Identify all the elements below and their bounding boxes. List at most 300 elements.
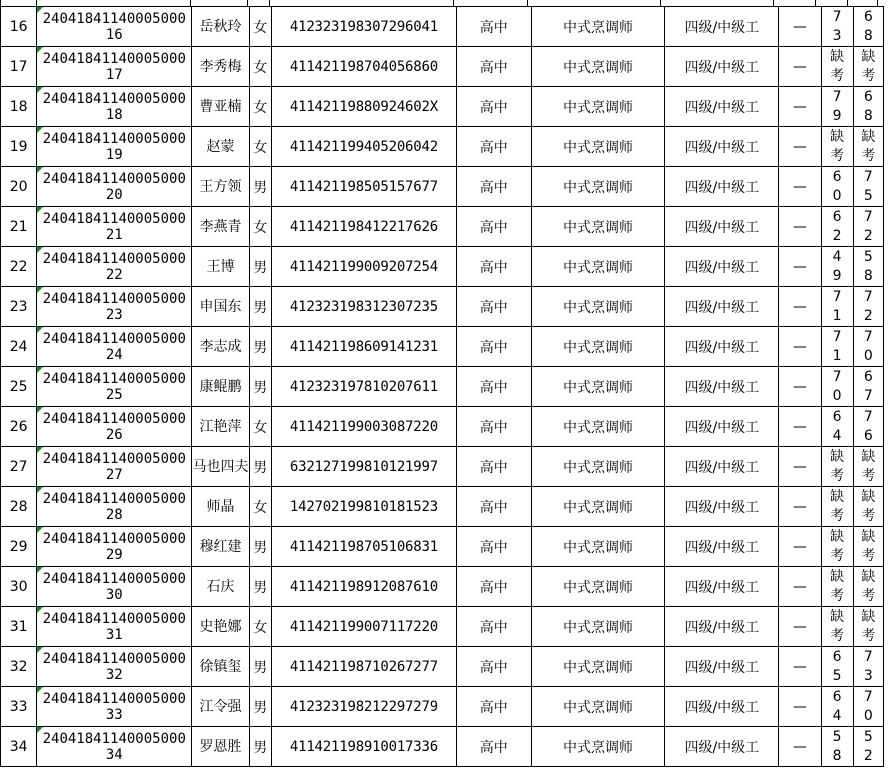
occupation-cell[interactable] [531, 207, 665, 247]
registration-number-cell[interactable] [37, 567, 192, 607]
theory-score-cell[interactable] [821, 607, 853, 647]
education-cell[interactable] [457, 487, 532, 527]
registration-number-cell[interactable] [37, 47, 192, 87]
theory-score-cell[interactable] [821, 327, 853, 367]
direction-cell[interactable] [779, 87, 821, 127]
candidate-name-cell[interactable] [192, 327, 249, 367]
theory-score-cell[interactable] [821, 727, 853, 767]
practical-score-text: 缺考 [861, 528, 876, 564]
registration-number-cell[interactable] [37, 647, 192, 687]
education-text: 高中 [479, 699, 508, 716]
education-cell[interactable] [457, 287, 532, 327]
skill-level-text: 四级/中级工 [684, 219, 760, 236]
candidate-name-text: 王博 [206, 258, 235, 275]
gender-cell[interactable] [249, 167, 271, 207]
registration-number-text: 2404184114000500030 [42, 570, 186, 603]
occupation-cell[interactable] [531, 607, 665, 647]
practical-score-text: 70 [863, 328, 873, 364]
candidate-name-cell[interactable] [192, 87, 249, 127]
occupation-text: 中式烹调师 [563, 339, 633, 356]
exam-results-table [0, 6, 884, 767]
theory-score-cell[interactable] [821, 527, 853, 567]
education-cell[interactable] [457, 47, 532, 87]
registration-number-cell[interactable] [37, 127, 192, 167]
education-cell[interactable] [457, 127, 532, 167]
skill-level-cell[interactable] [665, 167, 779, 207]
candidate-name-cell[interactable] [192, 127, 249, 167]
practical-score-text: 缺考 [861, 128, 876, 164]
occupation-cell[interactable] [531, 647, 665, 687]
occupation-text: 中式烹调师 [563, 699, 633, 716]
theory-score-cell[interactable] [821, 247, 853, 287]
row-number-cell[interactable] [1, 607, 37, 647]
skill-level-text: 四级/中级工 [684, 99, 760, 116]
occupation-cell[interactable] [531, 567, 665, 607]
gender-cell[interactable] [249, 407, 271, 447]
occupation-text: 中式烹调师 [563, 659, 633, 676]
gender-text: 男 [253, 579, 268, 596]
skill-level-cell[interactable] [665, 567, 779, 607]
education-cell[interactable] [457, 447, 532, 487]
practical-score-cell[interactable] [853, 647, 883, 687]
practical-score-cell[interactable] [853, 287, 883, 327]
table-row [1, 407, 884, 447]
registration-number-cell[interactable] [37, 527, 192, 567]
direction-cell[interactable] [779, 327, 821, 367]
id-number-cell[interactable] [271, 207, 456, 247]
direction-cell[interactable] [779, 567, 821, 607]
id-number-cell[interactable] [271, 167, 456, 207]
id-number-text: 411421199003087220 [289, 418, 438, 435]
candidate-name-cell[interactable] [192, 207, 249, 247]
gender-text: 女 [253, 219, 268, 236]
direction-cell[interactable] [779, 167, 821, 207]
gender-text: 女 [253, 19, 268, 36]
gender-cell[interactable] [249, 127, 271, 167]
education-cell[interactable] [457, 527, 532, 567]
direction-cell[interactable] [779, 247, 821, 287]
practical-score-cell[interactable] [853, 367, 883, 407]
direction-text: — [792, 258, 807, 275]
registration-number-cell[interactable] [37, 7, 192, 47]
row-number-cell[interactable] [1, 7, 37, 47]
gender-cell[interactable] [249, 7, 271, 47]
theory-score-cell[interactable] [821, 167, 853, 207]
education-cell[interactable] [457, 407, 532, 447]
skill-level-cell[interactable] [665, 207, 779, 247]
id-number-cell[interactable] [271, 647, 456, 687]
direction-cell[interactable] [779, 487, 821, 527]
id-number-cell[interactable] [271, 247, 456, 287]
education-cell[interactable] [457, 167, 532, 207]
row-number-cell[interactable] [1, 207, 37, 247]
row-number-cell[interactable] [1, 247, 37, 287]
registration-number-text: 2404184114000500026 [42, 410, 186, 443]
theory-score-text: 65 [832, 648, 842, 684]
skill-level-cell[interactable] [665, 527, 779, 567]
registration-number-text: 2404184114000500016 [42, 10, 186, 43]
row-number-cell[interactable] [1, 167, 37, 207]
occupation-cell[interactable] [531, 127, 665, 167]
skill-level-text: 四级/中级工 [684, 419, 760, 436]
id-number-cell[interactable] [271, 87, 456, 127]
occupation-text: 中式烹调师 [563, 59, 633, 76]
row-number-cell[interactable] [1, 447, 37, 487]
gender-cell[interactable] [249, 647, 271, 687]
occupation-cell[interactable] [531, 327, 665, 367]
registration-number-cell[interactable] [37, 607, 192, 647]
education-cell[interactable] [457, 207, 532, 247]
theory-score-cell[interactable] [821, 567, 853, 607]
candidate-name-cell[interactable] [192, 7, 249, 47]
registration-number-cell[interactable] [37, 287, 192, 327]
skill-level-cell[interactable] [665, 87, 779, 127]
practical-score-cell[interactable] [853, 7, 883, 47]
candidate-name-text: 岳秋玲 [199, 18, 242, 35]
candidate-name-cell[interactable] [192, 287, 249, 327]
gender-cell[interactable] [249, 207, 271, 247]
practical-score-cell[interactable] [853, 487, 883, 527]
education-text: 高中 [479, 339, 508, 356]
candidate-name-cell[interactable] [192, 727, 249, 767]
education-cell[interactable] [457, 687, 532, 727]
skill-level-cell[interactable] [665, 687, 779, 727]
education-text: 高中 [479, 379, 508, 396]
skill-level-cell[interactable] [665, 607, 779, 647]
row-number-text: 20 [9, 178, 28, 195]
occupation-cell[interactable] [531, 87, 665, 127]
direction-cell[interactable] [779, 127, 821, 167]
education-cell[interactable] [457, 87, 532, 127]
education-cell[interactable] [457, 607, 532, 647]
direction-cell[interactable] [779, 687, 821, 727]
row-number-text: 23 [9, 298, 28, 315]
registration-number-cell[interactable] [37, 727, 192, 767]
registration-number-cell[interactable] [37, 167, 192, 207]
theory-score-text: 缺考 [830, 568, 845, 604]
theory-score-cell[interactable] [821, 47, 853, 87]
table-row [1, 87, 884, 127]
gender-cell[interactable] [249, 487, 271, 527]
theory-score-cell[interactable] [821, 127, 853, 167]
education-cell[interactable] [457, 327, 532, 367]
theory-score-cell[interactable] [821, 447, 853, 487]
registration-number-cell[interactable] [37, 487, 192, 527]
registration-number-cell[interactable] [37, 687, 192, 727]
education-cell[interactable] [457, 567, 532, 607]
table-row [1, 127, 884, 167]
practical-score-text: 76 [863, 408, 873, 444]
occupation-text: 中式烹调师 [563, 99, 633, 116]
table-row [1, 447, 884, 487]
skill-level-text: 四级/中级工 [684, 259, 760, 276]
row-number-cell[interactable] [1, 127, 37, 167]
skill-level-cell[interactable] [665, 447, 779, 487]
gender-cell[interactable] [249, 527, 271, 567]
id-number-cell[interactable] [271, 127, 456, 167]
skill-level-text: 四级/中级工 [684, 299, 760, 316]
skill-level-text: 四级/中级工 [684, 579, 760, 596]
candidate-name-cell[interactable] [192, 487, 249, 527]
skill-level-cell[interactable] [665, 727, 779, 767]
candidate-name-text: 赵蒙 [206, 138, 235, 155]
id-number-cell[interactable] [271, 367, 456, 407]
table-body [1, 7, 884, 767]
occupation-text: 中式烹调师 [563, 459, 633, 476]
education-text: 高中 [479, 619, 508, 636]
candidate-name-cell[interactable] [192, 647, 249, 687]
registration-number-cell[interactable] [37, 87, 192, 127]
row-number-text: 25 [9, 378, 28, 395]
candidate-name-text: 徐镇玺 [199, 658, 242, 675]
candidate-name-cell[interactable] [192, 687, 249, 727]
id-number-text: 632127199810121997 [289, 458, 438, 475]
row-number-cell[interactable] [1, 727, 37, 767]
theory-score-cell[interactable] [821, 487, 853, 527]
registration-number-cell[interactable] [37, 207, 192, 247]
occupation-cell[interactable] [531, 407, 665, 447]
occupation-cell[interactable] [531, 287, 665, 327]
row-number-cell[interactable] [1, 87, 37, 127]
direction-cell[interactable] [779, 527, 821, 567]
gender-cell[interactable] [249, 567, 271, 607]
direction-text: — [792, 138, 807, 155]
row-number-cell[interactable] [1, 407, 37, 447]
skill-level-text: 四级/中级工 [684, 379, 760, 396]
id-number-cell[interactable] [271, 7, 456, 47]
skill-level-cell[interactable] [665, 487, 779, 527]
registration-number-text: 2404184114000500020 [42, 170, 186, 203]
gender-cell[interactable] [249, 287, 271, 327]
skill-level-cell[interactable] [665, 647, 779, 687]
gender-cell[interactable] [249, 87, 271, 127]
occupation-cell[interactable] [531, 47, 665, 87]
occupation-text: 中式烹调师 [563, 19, 633, 36]
id-number-text: 41142119880924602X [289, 98, 438, 115]
registration-number-text: 2404184114000500032 [42, 650, 186, 683]
id-number-cell[interactable] [271, 407, 456, 447]
practical-score-cell[interactable] [853, 567, 883, 607]
direction-text: — [792, 338, 807, 355]
row-number-cell[interactable] [1, 327, 37, 367]
gender-cell[interactable] [249, 47, 271, 87]
theory-score-text: 缺考 [830, 48, 845, 84]
id-number-cell[interactable] [271, 287, 456, 327]
registration-number-text: 2404184114000500023 [42, 290, 186, 323]
occupation-cell[interactable] [531, 727, 665, 767]
direction-cell[interactable] [779, 7, 821, 47]
registration-number-cell[interactable] [37, 327, 192, 367]
skill-level-cell[interactable] [665, 367, 779, 407]
row-number-cell[interactable] [1, 47, 37, 87]
row-number-cell[interactable] [1, 367, 37, 407]
candidate-name-text: 申国东 [199, 298, 242, 315]
practical-score-cell[interactable] [853, 687, 883, 727]
skill-level-cell[interactable] [665, 327, 779, 367]
candidate-name-text: 康鲲鹏 [199, 378, 242, 395]
id-number-cell[interactable] [271, 487, 456, 527]
id-number-cell[interactable] [271, 527, 456, 567]
practical-score-cell[interactable] [853, 87, 883, 127]
theory-score-cell[interactable] [821, 207, 853, 247]
theory-score-cell[interactable] [821, 367, 853, 407]
practical-score-cell[interactable] [853, 327, 883, 367]
skill-level-cell[interactable] [665, 407, 779, 447]
occupation-cell[interactable] [531, 527, 665, 567]
occupation-cell[interactable] [531, 7, 665, 47]
direction-text: — [792, 698, 807, 715]
education-cell[interactable] [457, 647, 532, 687]
gender-cell[interactable] [249, 247, 271, 287]
id-number-cell[interactable] [271, 47, 456, 87]
theory-score-text: 64 [832, 408, 842, 444]
direction-cell[interactable] [779, 207, 821, 247]
direction-cell[interactable] [779, 727, 821, 767]
row-number-cell[interactable] [1, 647, 37, 687]
registration-number-cell[interactable] [37, 407, 192, 447]
gender-cell[interactable] [249, 727, 271, 767]
education-text: 高中 [479, 539, 508, 556]
direction-text: — [792, 738, 807, 755]
theory-score-text: 62 [832, 208, 842, 244]
id-number-cell[interactable] [271, 567, 456, 607]
practical-score-cell[interactable] [853, 727, 883, 767]
candidate-name-cell[interactable] [192, 407, 249, 447]
direction-cell[interactable] [779, 287, 821, 327]
candidate-name-cell[interactable] [192, 167, 249, 207]
gender-cell[interactable] [249, 687, 271, 727]
education-text: 高中 [479, 99, 508, 116]
practical-score-text: 68 [863, 88, 873, 124]
id-number-text: 411421198710267277 [289, 658, 438, 675]
registration-number-cell[interactable] [37, 367, 192, 407]
practical-score-cell[interactable] [853, 167, 883, 207]
registration-number-text: 2404184114000500018 [42, 90, 186, 123]
id-number-cell[interactable] [271, 447, 456, 487]
gender-cell[interactable] [249, 367, 271, 407]
education-cell[interactable] [457, 367, 532, 407]
theory-score-cell[interactable] [821, 407, 853, 447]
occupation-cell[interactable] [531, 447, 665, 487]
id-number-cell[interactable] [271, 607, 456, 647]
practical-score-cell[interactable] [853, 527, 883, 567]
registration-number-cell[interactable] [37, 447, 192, 487]
skill-level-cell[interactable] [665, 287, 779, 327]
practical-score-cell[interactable] [853, 207, 883, 247]
education-cell[interactable] [457, 247, 532, 287]
theory-score-text: 58 [832, 728, 842, 764]
table-row [1, 527, 884, 567]
occupation-cell[interactable] [531, 487, 665, 527]
practical-score-cell[interactable] [853, 407, 883, 447]
skill-level-cell[interactable] [665, 127, 779, 167]
id-number-cell[interactable] [271, 327, 456, 367]
candidate-name-cell[interactable] [192, 567, 249, 607]
theory-score-cell[interactable] [821, 287, 853, 327]
id-number-text: 412323198307296041 [289, 18, 438, 35]
candidate-name-cell[interactable] [192, 447, 249, 487]
row-number-cell[interactable] [1, 687, 37, 727]
row-number-cell[interactable] [1, 287, 37, 327]
occupation-cell[interactable] [531, 247, 665, 287]
registration-number-text: 2404184114000500019 [42, 130, 186, 163]
registration-number-text: 2404184114000500033 [42, 690, 186, 723]
registration-number-text: 2404184114000500022 [42, 250, 186, 283]
gender-cell[interactable] [249, 327, 271, 367]
table-row [1, 247, 884, 287]
registration-number-text: 2404184114000500028 [42, 490, 186, 523]
education-cell[interactable] [457, 727, 532, 767]
skill-level-cell[interactable] [665, 47, 779, 87]
gender-cell[interactable] [249, 447, 271, 487]
education-text: 高中 [479, 419, 508, 436]
direction-cell[interactable] [779, 607, 821, 647]
skill-level-cell[interactable] [665, 7, 779, 47]
candidate-name-cell[interactable] [192, 47, 249, 87]
education-cell[interactable] [457, 7, 532, 47]
occupation-text: 中式烹调师 [563, 579, 633, 596]
skill-level-cell[interactable] [665, 247, 779, 287]
registration-number-text: 2404184114000500029 [42, 530, 186, 563]
practical-score-cell[interactable] [853, 247, 883, 287]
table-row [1, 287, 884, 327]
direction-cell[interactable] [779, 367, 821, 407]
row-number-cell[interactable] [1, 567, 37, 607]
practical-score-text: 缺考 [861, 488, 876, 524]
theory-score-text: 79 [832, 88, 842, 124]
theory-score-cell[interactable] [821, 647, 853, 687]
gender-text: 女 [253, 419, 268, 436]
practical-score-cell[interactable] [853, 47, 883, 87]
theory-score-text: 71 [832, 288, 842, 324]
registration-number-cell[interactable] [37, 247, 192, 287]
occupation-cell[interactable] [531, 167, 665, 207]
theory-score-text: 缺考 [830, 528, 845, 564]
skill-level-text: 四级/中级工 [684, 339, 760, 356]
theory-score-cell[interactable] [821, 7, 853, 47]
direction-cell[interactable] [779, 407, 821, 447]
gender-cell[interactable] [249, 607, 271, 647]
practical-score-cell[interactable] [853, 447, 883, 487]
occupation-cell[interactable] [531, 687, 665, 727]
candidate-name-cell[interactable] [192, 247, 249, 287]
candidate-name-cell[interactable] [192, 607, 249, 647]
theory-score-cell[interactable] [821, 687, 853, 727]
theory-score-cell[interactable] [821, 87, 853, 127]
practical-score-cell[interactable] [853, 127, 883, 167]
id-number-cell[interactable] [271, 727, 456, 767]
id-number-cell[interactable] [271, 687, 456, 727]
occupation-cell[interactable] [531, 367, 665, 407]
candidate-name-cell[interactable] [192, 367, 249, 407]
candidate-name-text: 李秀梅 [199, 58, 242, 75]
direction-cell[interactable] [779, 647, 821, 687]
practical-score-text: 缺考 [861, 568, 876, 604]
id-number-text: 411421199405206042 [289, 138, 438, 155]
direction-cell[interactable] [779, 47, 821, 87]
row-number-cell[interactable] [1, 527, 37, 567]
practical-score-cell[interactable] [853, 607, 883, 647]
gender-text: 女 [253, 59, 268, 76]
theory-score-text: 49 [832, 248, 842, 284]
direction-cell[interactable] [779, 447, 821, 487]
row-number-cell[interactable] [1, 487, 37, 527]
candidate-name-cell[interactable] [192, 527, 249, 567]
direction-text: — [792, 178, 807, 195]
direction-text: — [792, 538, 807, 555]
education-text: 高中 [479, 59, 508, 76]
candidate-name-text: 李志成 [199, 338, 242, 355]
